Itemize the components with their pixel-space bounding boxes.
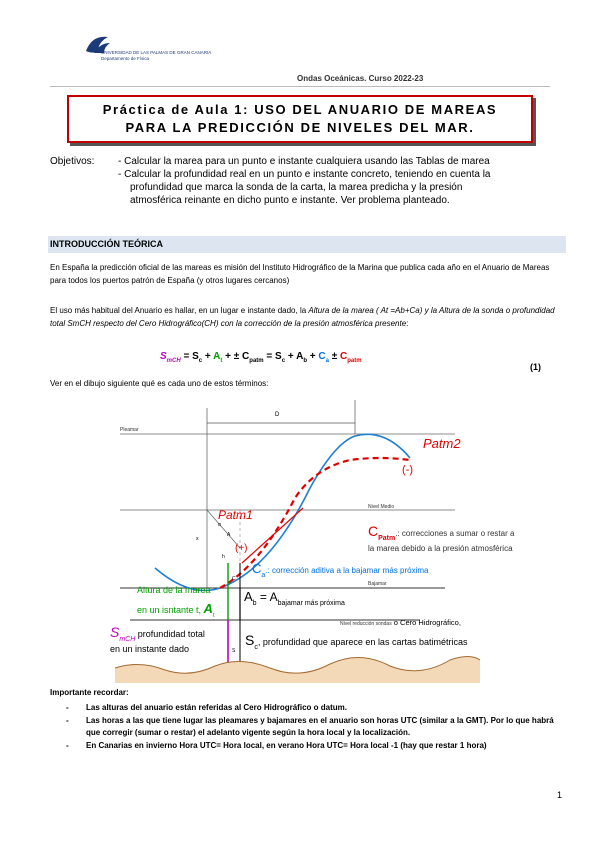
- title-line-2: PARA LA PREDICCIÓN DE NIVELES DEL MAR.: [125, 120, 475, 135]
- f-sc2: $S_c$: [275, 351, 286, 364]
- fig-smch-desc2: en un instante dado: [110, 644, 190, 654]
- title-line-1: Práctica de Aula 1: USO DEL ANUARIO DE MAREAS: [102, 102, 498, 117]
- fig-minus: (-): [402, 464, 413, 476]
- objectives-list: [118, 155, 548, 207]
- equation-number: (1): [530, 362, 541, 372]
- important-list: [66, 702, 556, 753]
- tide-figure: [110, 398, 560, 683]
- fig-d: D: [275, 412, 280, 418]
- p2-text-c: :: [406, 318, 409, 328]
- f-ab: $A_b$: [296, 351, 307, 364]
- objectives-label: Objetivos:: [50, 156, 95, 167]
- fig-sc: $S_c$, profundidad que aparece en las cartas batimétricas: [245, 632, 468, 652]
- f-plus3: +: [285, 351, 297, 362]
- fig-patm2: Patm2: [423, 436, 461, 451]
- fig-small-h: h: [222, 554, 225, 560]
- important-item: - Las horas a las que tiene lugar las pleamares y bajamares en el anuario son horas UTC (similar a la GMT). Por lo que habrá que corregir (sumar o restar) el adelanto vigente según la hora local y la localización.: [66, 715, 556, 739]
- fig-altura-2: en un isntante t, $A_t$: [137, 601, 215, 620]
- fig-small-x: x: [196, 536, 199, 542]
- fig-small-a: A: [227, 532, 231, 538]
- page-number: 1: [557, 790, 563, 800]
- intro-paragraph-1: En España la predicción oficial de las mareas es misión del Instituto Hidrográfico de la Marina que publica cada año en el Anuario de Mareas para todos los puertos patrón de España (y otros lugares cercanos): [50, 263, 550, 285]
- logo-text: [101, 50, 211, 62]
- header-divider: [50, 86, 550, 87]
- f-at: $A_t$: [213, 351, 223, 364]
- f-plus2: + ±: [222, 351, 243, 362]
- f-sc: $S_c$: [192, 351, 203, 364]
- objective-2-line-1: - Calcular la profundidad real en un punto e instante concreto, teniendo en cuenta la: [118, 169, 491, 180]
- f-eq1: =: [180, 351, 193, 362]
- f-eq2: =: [263, 351, 276, 362]
- objective-2-line-3: atmosférica reinante en dicho punto e instante. Ver problema planteado.: [130, 195, 450, 206]
- title-box: [67, 95, 533, 143]
- fig-ab: $A_b = A_{bajamar más próxima}$: [244, 589, 345, 608]
- fig-smch: $S_{mCH}$ profundidad total: [110, 624, 205, 644]
- objective-1: - Calcular la marea para un punto e instante cualquiera usando las Tablas de marea: [118, 156, 490, 167]
- p2-text-b: Altura de la marea ( At =Ab+Ca) y la Altura de la sonda o profundidad total SmCH respecto del Cero Hidrográfico(CH) con la corrección de la presión atmosférica presente: [50, 306, 555, 328]
- f-plus4: +: [306, 351, 319, 362]
- f-cpatm2: $C_{patm}$: [340, 351, 362, 364]
- course-header: Ondas Oceánicas. Curso 2022-23: [297, 74, 424, 83]
- f-ca: $C_a$: [318, 351, 329, 364]
- fig-small-s: S: [232, 648, 236, 654]
- fig-pleamar: Pleamar: [120, 427, 139, 433]
- logo-line-2: Departamento de Física: [101, 56, 150, 61]
- intro-paragraph-2: [50, 305, 560, 330]
- important-title: Importante recordar:: [50, 688, 129, 697]
- p2-text-a: El uso más habitual del Anuario es hallar, en un lugar e instante dado, la: [50, 306, 309, 315]
- fig-bajamar: Bajamar: [368, 581, 387, 587]
- intro-paragraph-3: Ver en el dibujo siguiente qué es cada uno de estos términos:: [50, 379, 269, 388]
- fig-reduccion: Nivel reducción sondas o Cero Hidrográfico,: [340, 618, 461, 627]
- fig-ca: $C_a$.: corrección aditiva a la bajamar más próxima: [252, 561, 429, 580]
- logo-line-1: UNIVERSIDAD DE LAS PALMAS DE GRAN CANARIA: [101, 50, 212, 55]
- fig-cpatm: $C_{Patm}$.: correcciones a sumar o restar a: [368, 523, 515, 543]
- f-plus1: +: [202, 351, 214, 362]
- fig-small-c: C: [232, 576, 236, 582]
- important-item: - Las alturas del anuario están referidas al Cero Hidrográfico o datum.: [66, 702, 556, 714]
- objective-2-line-2: profundidad que marca la sonda de la carta, la marea predicha y la presión: [130, 182, 463, 193]
- fig-cpatm-desc2: la marea debido a la presión atmosférica: [368, 544, 513, 553]
- fig-patm1: Patm1: [218, 508, 253, 522]
- f-pm: ±: [328, 351, 341, 362]
- important-item: - En Canarias en invierno Hora UTC= Hora local, en verano Hora UTC= Hora local -1 (hay que restar 1 hora): [66, 740, 556, 752]
- fig-small-alpha: α: [218, 522, 221, 528]
- fig-plus: (+): [235, 543, 248, 554]
- fig-altura-1: Altura de la marea: [137, 585, 211, 595]
- f-smch: $S_{mCH}$: [160, 351, 181, 364]
- main-formula: [160, 351, 362, 364]
- fig-nivel-medio: Nivel Medio: [368, 504, 395, 510]
- section-title: INTRODUCCIÓN TEÓRICA: [50, 239, 163, 249]
- f-cpatm1: $C_{patm}$: [242, 351, 264, 364]
